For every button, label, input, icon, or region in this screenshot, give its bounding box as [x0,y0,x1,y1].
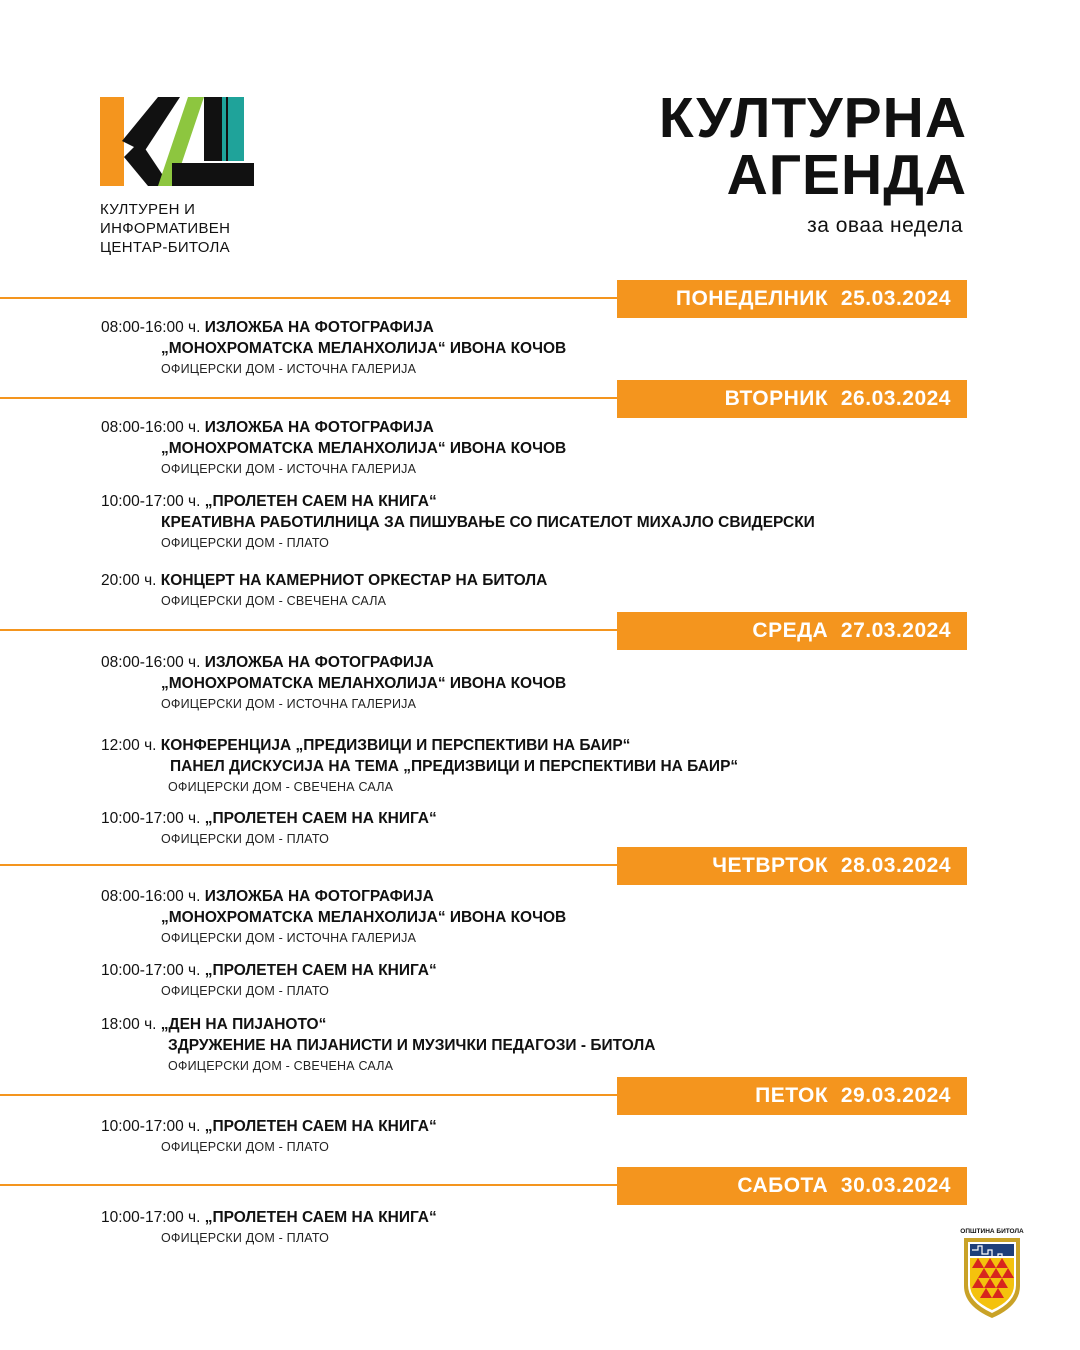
day-header-thursday [0,847,967,885]
event-location: ОФИЦЕРСКИ ДОМ - ПЛАТО [161,1140,330,1154]
event-time: 10:00-17:00 ч. [101,1209,205,1226]
crest-label: ОПШТИНА БИТОЛА [960,1228,1024,1235]
event-title: „ПРОЛЕТЕН САЕМ НА КНИГА“ [204,810,437,827]
event-item [101,418,1001,480]
event-time: 08:00-16:00 ч. [101,888,205,905]
event-location: ОФИЦЕРСКИ ДОМ - СВЕЧЕНА САЛА [168,780,394,794]
event-location: ОФИЦЕРСКИ ДОМ - ПЛАТО [161,1231,330,1245]
day-label: САБОТА 30.03.2024 [737,1174,951,1197]
day-label-bar [617,280,967,318]
event-item [101,653,1001,715]
event-time: 10:00-17:00 ч. [101,962,205,979]
event-time: 08:00-16:00 ч. [101,419,205,436]
day-label-bar [617,612,967,650]
event-item [101,887,1001,949]
event-item [101,809,1001,850]
page-title [658,86,967,207]
event-time: 08:00-16:00 ч. [101,654,205,671]
day-label: ЧЕТВРТОК 28.03.2024 [712,854,951,877]
event-time: 20:00 ч. [101,572,161,589]
event-title: ИЗЛОЖБА НА ФОТОГРАФИЈА [204,419,434,436]
event-subtitle: „МОНОХРОМАТСКА МЕЛАНХОЛИЈА“ ИВОНА КОЧОВ [161,340,567,357]
event-title: „ПРОЛЕТЕН САЕМ НА КНИГА“ [204,493,437,510]
day-label-bar [617,1077,967,1115]
day-label: СРЕДА 27.03.2024 [752,619,951,642]
event-time: 18:00 ч. [101,1016,161,1033]
event-item [101,1208,1001,1249]
event-item [101,318,1001,380]
event-item [101,571,1001,612]
event-location: ОФИЦЕРСКИ ДОМ - СВЕЧЕНА САЛА [161,594,387,608]
day-label-bar [617,380,967,418]
event-item [101,492,1001,554]
day-label: ВТОРНИК 26.03.2024 [724,387,951,410]
org-name [100,200,230,257]
event-title: КОНЦЕРТ НА КАМЕРНИОТ ОРКЕСТАР НА БИТОЛА [160,572,548,589]
day-header-wednesday [0,612,967,650]
municipality-crest-icon [960,1228,1024,1320]
event-time: 12:00 ч. [101,737,161,754]
org-name-line: ИНФОРМАТИВЕН [100,220,231,237]
day-header-monday [0,280,967,318]
event-time: 08:00-16:00 ч. [101,319,205,336]
event-location: ОФИЦЕРСКИ ДОМ - ИСТОЧНА ГАЛЕРИЈА [161,697,417,711]
event-subtitle: „МОНОХРОМАТСКА МЕЛАНХОЛИЈА“ ИВОНА КОЧОВ [161,675,567,692]
page-subtitle: за оваа недела [807,214,963,237]
day-label-bar [617,1167,967,1205]
event-title: „ПРОЛЕТЕН САЕМ НА КНИГА“ [204,962,437,979]
event-title: ИЗЛОЖБА НА ФОТОГРАФИЈА [204,654,434,671]
event-title: КОНФЕРЕНЦИЈА „ПРЕДИЗВИЦИ И ПЕРСПЕКТИВИ НА БАИР“ [160,737,631,754]
day-label-bar [617,847,967,885]
event-item [101,736,1001,798]
title-line: КУЛТУРНА [658,86,967,150]
event-location: ОФИЦЕРСКИ ДОМ - ИСТОЧНА ГАЛЕРИЈА [161,362,417,376]
event-item [101,961,1001,1002]
event-location: ОФИЦЕРСКИ ДОМ - ПЛАТО [161,984,330,998]
event-subtitle: „МОНОХРОМАТСКА МЕЛАНХОЛИЈА“ ИВОНА КОЧОВ [161,909,567,926]
event-subtitle: КРЕАТИВНА РАБОТИЛНИЦА ЗА ПИШУВАЊЕ СО ПИСАТЕЛОТ МИХАЈЛО СВИДЕРСКИ [161,514,815,531]
title-line: АГЕНДА [726,143,967,207]
event-title: „ПРОЛЕТЕН САЕМ НА КНИГА“ [204,1118,437,1135]
org-name-line: ЦЕНТАР-БИТОЛА [100,239,230,256]
event-title: ИЗЛОЖБА НА ФОТОГРАФИЈА [204,888,434,905]
event-subtitle: „МОНОХРОМАТСКА МЕЛАНХОЛИЈА“ ИВОНА КОЧОВ [161,440,567,457]
event-title: „ДЕН НА ПИЈАНОТО“ [160,1016,327,1033]
day-label: ПОНЕДЕЛНИК 25.03.2024 [675,287,951,310]
day-header-friday [0,1077,967,1115]
event-subtitle: ПАНЕЛ ДИСКУСИЈА НА ТЕМА „ПРЕДИЗВИЦИ И ПЕРСПЕКТИВИ НА БАИР“ [170,758,739,775]
kic-logo-icon [100,97,260,192]
event-location: ОФИЦЕРСКИ ДОМ - ИСТОЧНА ГАЛЕРИЈА [161,931,417,945]
event-location: ОФИЦЕРСКИ ДОМ - СВЕЧЕНА САЛА [168,1059,394,1073]
event-item [101,1015,1001,1077]
event-subtitle: ЗДРУЖЕНИЕ НА ПИЈАНИСТИ И МУЗИЧКИ ПЕДАГОЗИ - БИТОЛА [168,1037,656,1054]
org-name-line: КУЛТУРЕН И [100,201,196,218]
event-time: 10:00-17:00 ч. [101,1118,205,1135]
day-header-tuesday [0,380,967,418]
event-location: ОФИЦЕРСКИ ДОМ - ПЛАТО [161,832,330,846]
event-title: ИЗЛОЖБА НА ФОТОГРАФИЈА [204,319,434,336]
event-item [101,1117,1001,1158]
day-header-saturday [0,1167,967,1205]
day-label: ПЕТОК 29.03.2024 [755,1084,951,1107]
event-time: 10:00-17:00 ч. [101,493,205,510]
event-location: ОФИЦЕРСКИ ДОМ - ИСТОЧНА ГАЛЕРИЈА [161,462,417,476]
event-location: ОФИЦЕРСКИ ДОМ - ПЛАТО [161,536,330,550]
event-title: „ПРОЛЕТЕН САЕМ НА КНИГА“ [204,1209,437,1226]
event-time: 10:00-17:00 ч. [101,810,205,827]
